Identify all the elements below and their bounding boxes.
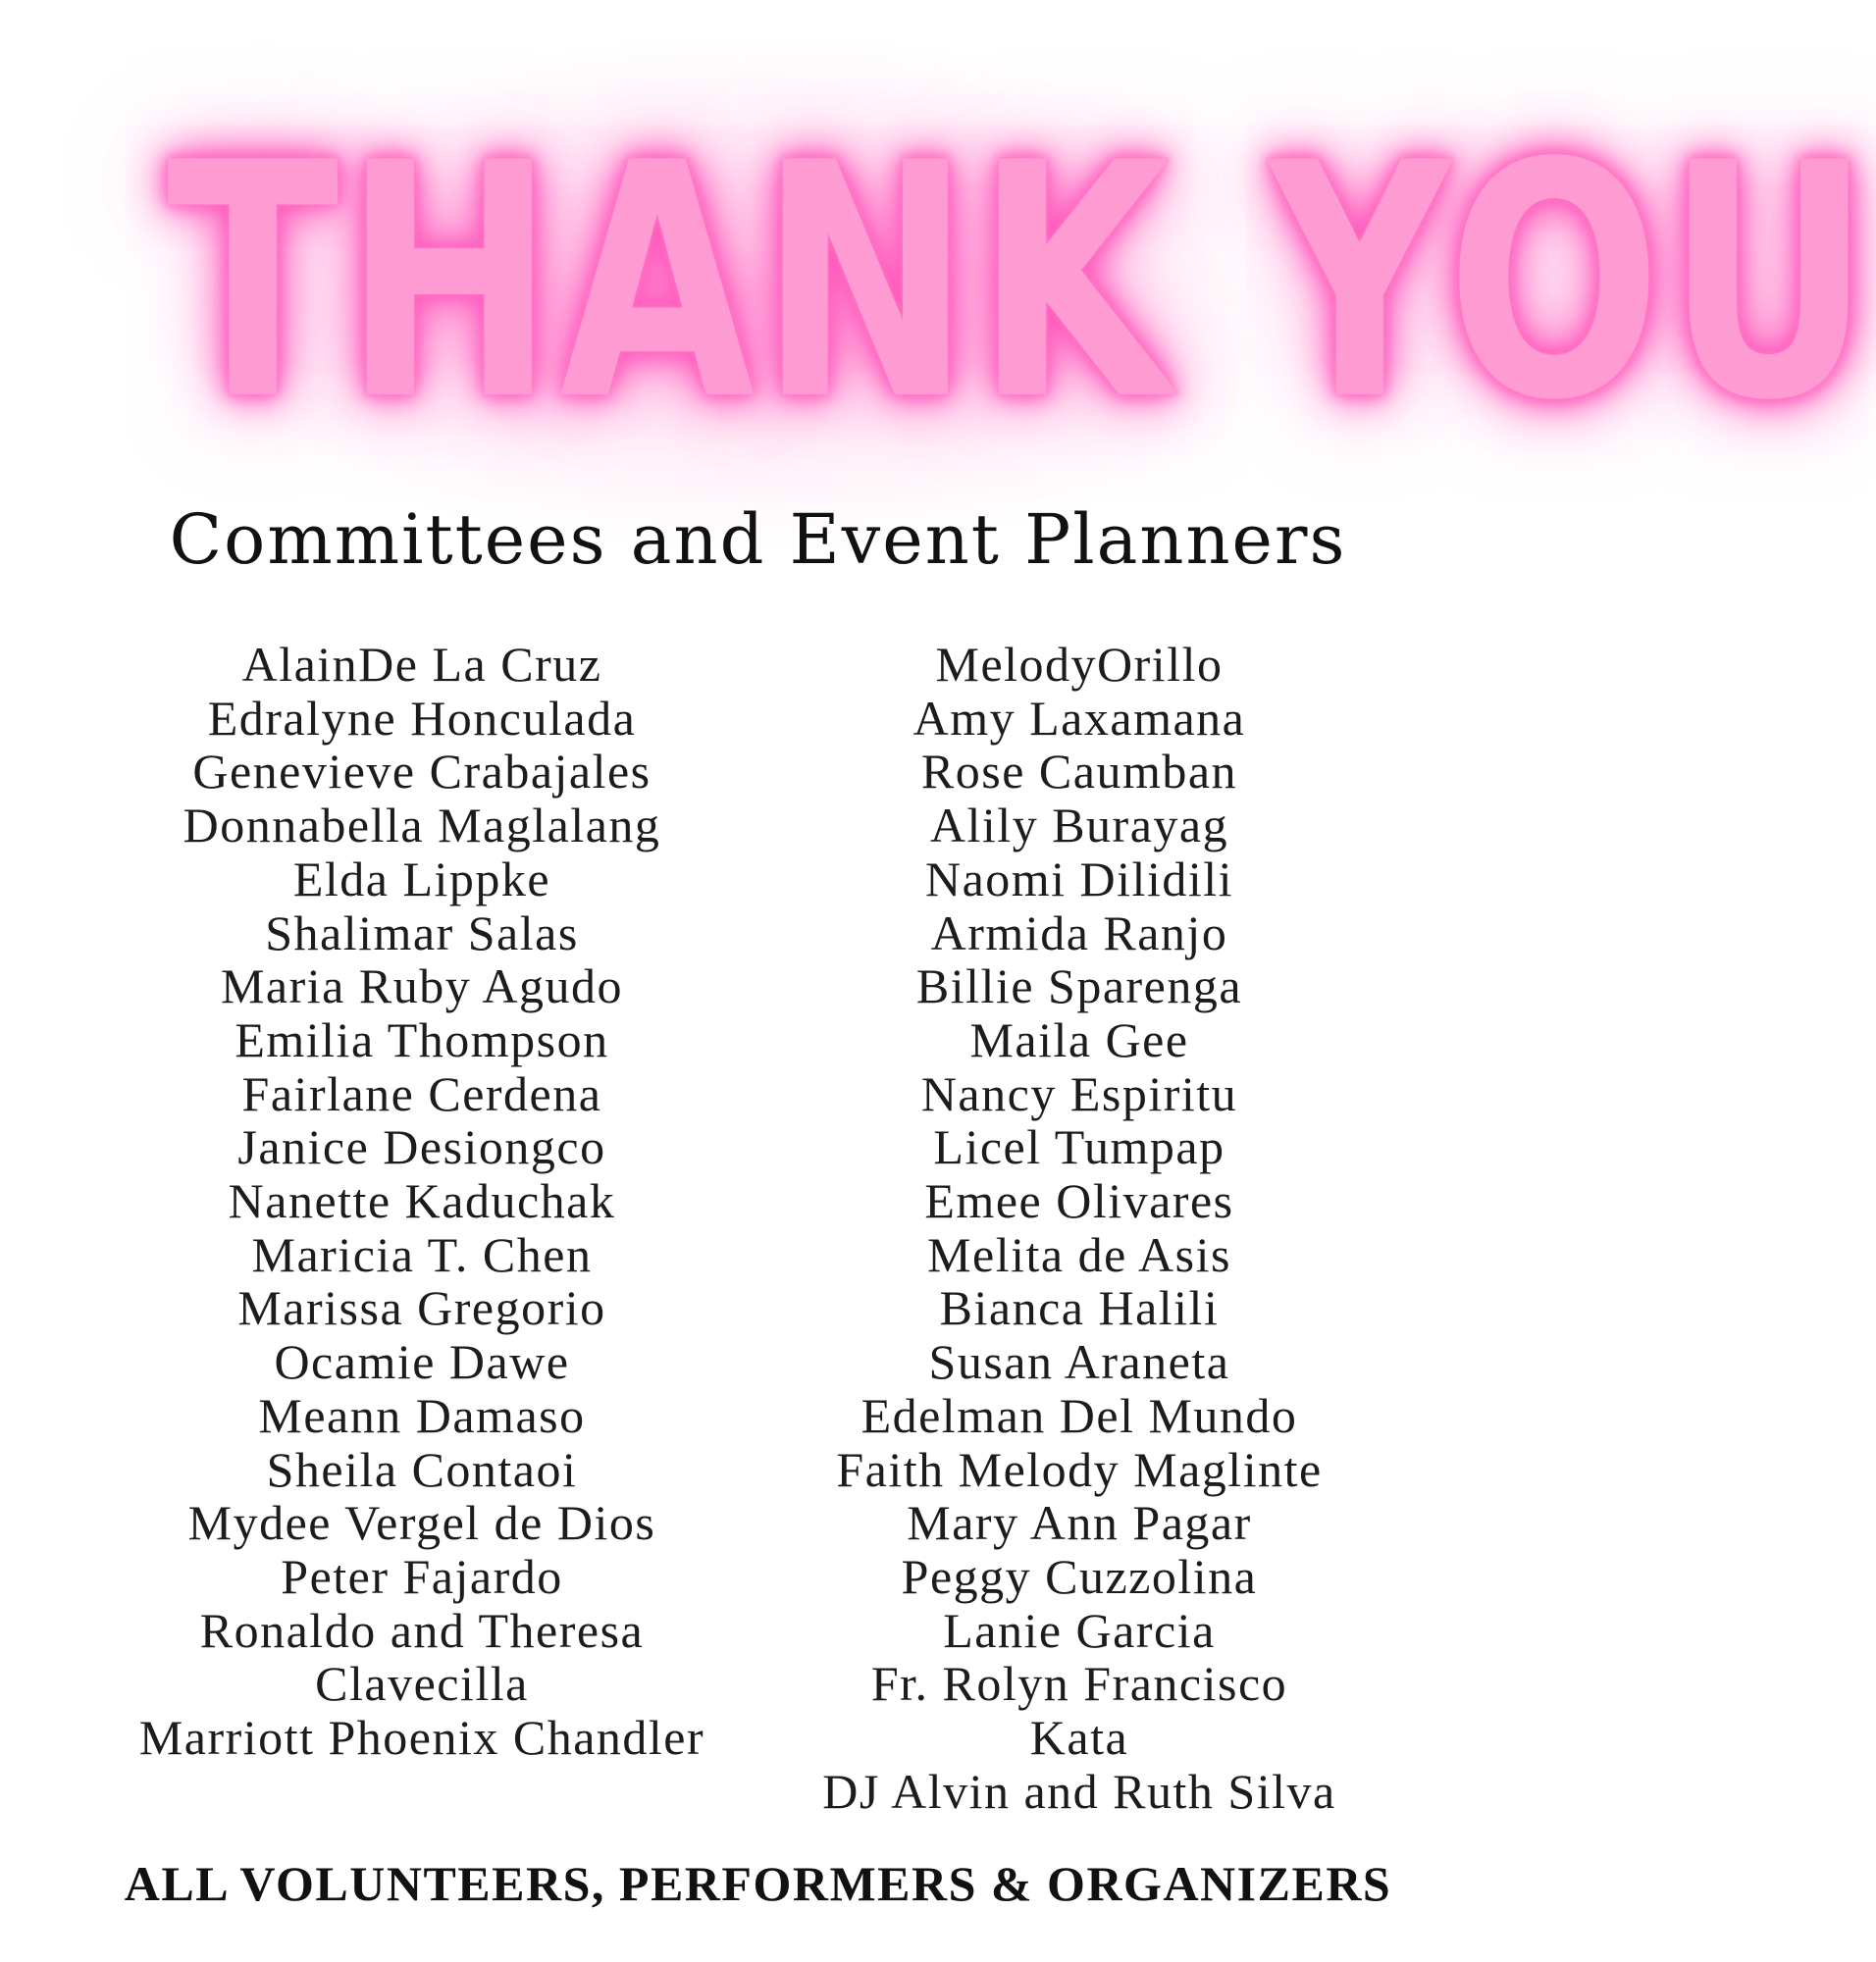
name-entry: Elda Lippke [292, 851, 551, 906]
name-entry: Janice Desiongco [237, 1119, 606, 1175]
left-name-column [39, 638, 805, 1765]
name-entry: Susan Araneta [928, 1334, 1230, 1390]
name-entry: Armida Ranjo [930, 904, 1228, 960]
name-entry: Fairlane Cerdena [241, 1065, 602, 1121]
name-entry: Alily Burayag [929, 798, 1229, 853]
name-entry: Billie Sparenga [915, 958, 1243, 1014]
name-entry: Emee Olivares [924, 1173, 1234, 1229]
footer-credit: ALL VOLUNTEERS, PERFORMERS & ORGANIZERS [124, 1856, 1392, 1911]
name-entry: Clavecilla [315, 1656, 529, 1712]
name-entry: DJ Alvin and Ruth Silva [822, 1763, 1336, 1819]
headline: THANK YOU [166, 94, 1876, 471]
name-entry: Amy Laxamana [912, 690, 1246, 746]
name-entry: Marriott Phoenix Chandler [138, 1710, 705, 1766]
name-entry: Licel Tumpap [933, 1119, 1225, 1175]
name-entry: Kata [1029, 1710, 1129, 1766]
name-entry: Nancy Espiritu [920, 1065, 1238, 1121]
name-entry: Meann Damaso [258, 1387, 586, 1443]
right-name-column [746, 638, 1413, 1818]
name-entry: Naomi Dilidili [924, 851, 1234, 906]
name-entry: Mydee Vergel de Dios [187, 1495, 656, 1551]
name-entry: Lanie Garcia [943, 1602, 1216, 1658]
name-entry: MelodyOrillo [935, 637, 1224, 692]
name-entry: Rose Caumban [920, 744, 1238, 800]
name-entry: Edralyne Honculada [207, 690, 637, 746]
name-entry: Nanette Kaduchak [228, 1173, 616, 1229]
subtitle: Committees and Event Planners [169, 499, 1347, 580]
name-entry: Faith Melody Maglinte [836, 1441, 1323, 1497]
name-entry: Edelman Del Mundo [860, 1387, 1298, 1443]
name-entry: Shalimar Salas [265, 904, 579, 960]
name-entry: Bianca Halili [939, 1280, 1220, 1336]
name-entry: Fr. Rolyn Francisco [870, 1656, 1288, 1712]
name-entry: AlainDe La Cruz [241, 637, 602, 692]
name-entry: Maria Ruby Agudo [220, 958, 624, 1014]
name-entry: Peter Fajardo [281, 1548, 563, 1604]
name-entry: Sheila Contaoi [266, 1441, 578, 1497]
name-entry: Genevieve Crabajales [192, 744, 651, 800]
name-entry: Melita de Asis [927, 1226, 1231, 1282]
name-entry: Donnabella Maglalang [182, 798, 661, 853]
name-entry: Peggy Cuzzolina [901, 1548, 1258, 1604]
name-entry: Marissa Gregorio [237, 1280, 606, 1336]
name-entry: Ronaldo and Theresa [199, 1602, 645, 1658]
name-entry: Maricia T. Chen [251, 1226, 593, 1282]
name-entry: Maila Gee [969, 1011, 1189, 1067]
name-entry: Ocamie Dawe [274, 1334, 570, 1390]
name-entry: Mary Ann Pagar [907, 1495, 1252, 1551]
name-entry: Emilia Thompson [234, 1011, 609, 1067]
